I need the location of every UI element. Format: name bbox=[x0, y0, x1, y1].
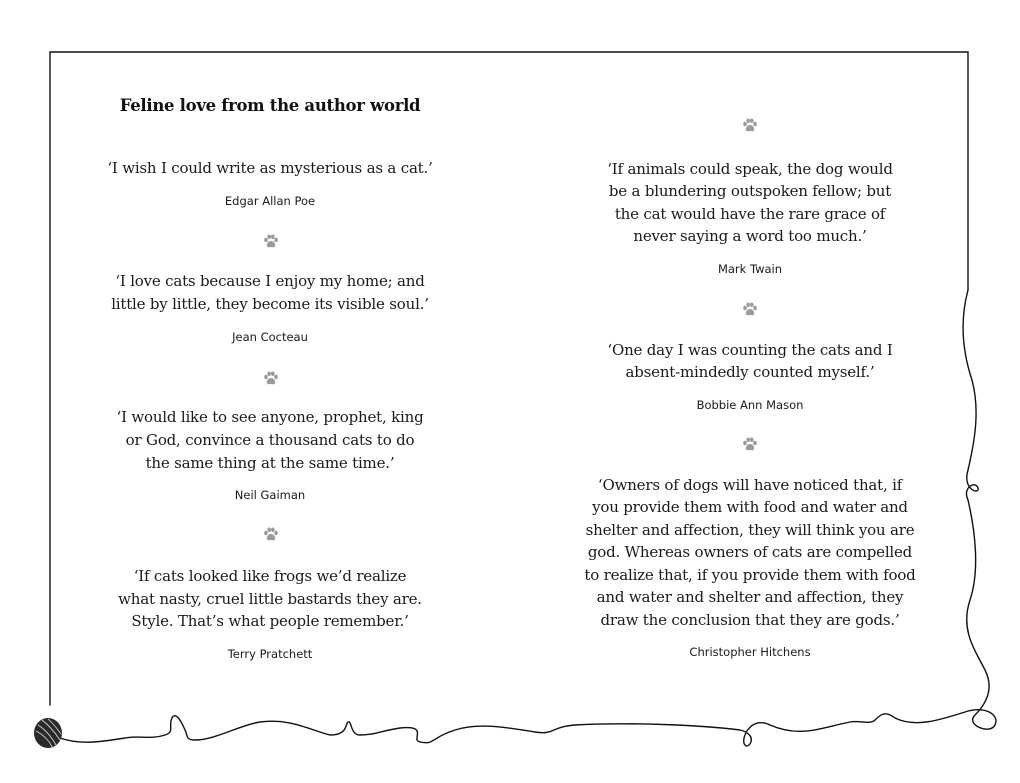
paw-icon bbox=[263, 371, 279, 386]
quote-line: the cat would have the rare grace of bbox=[614, 205, 886, 223]
quote-line: and water and shelter and affection, they bbox=[596, 588, 904, 606]
paw-icon bbox=[263, 527, 279, 542]
quote-author: Edgar Allan Poe bbox=[224, 194, 316, 208]
quote-author: Terry Pratchett bbox=[227, 647, 313, 661]
quote-line: you provide them with food and water and bbox=[592, 498, 908, 516]
quote-line: never saying a word too much.’ bbox=[633, 227, 867, 245]
paw-icon bbox=[742, 437, 758, 452]
quote-line: to realize that, if you provide them with food bbox=[584, 566, 916, 584]
paw-icon bbox=[263, 234, 279, 249]
quote-line: absent-mindedly counted myself.’ bbox=[625, 363, 875, 381]
quote-author: Jean Cocteau bbox=[232, 330, 308, 344]
quote-line: or God, convince a thousand cats to do bbox=[125, 431, 415, 449]
quote-line: ‘I would like to see anyone, prophet, king bbox=[116, 408, 424, 426]
quote-line: little by little, they become its visible soul.’ bbox=[111, 295, 429, 313]
quote-author: Mark Twain bbox=[717, 262, 783, 276]
quote-line: draw the conclusion that they are gods.’ bbox=[600, 611, 900, 629]
quote-line: be a blundering outspoken fellow; but bbox=[608, 182, 892, 200]
quote-line: ‘I wish I could write as mysterious as a cat.’ bbox=[107, 159, 433, 177]
quote-line: Style. That’s what people remember.’ bbox=[131, 612, 409, 630]
quote-line: ‘If cats looked like frogs we’d realize bbox=[133, 567, 407, 585]
page-title: Feline love from the author world bbox=[119, 96, 421, 115]
quote-author: Christopher Hitchens bbox=[689, 645, 811, 659]
quote-author: Neil Gaiman bbox=[234, 488, 306, 502]
quote-line: ‘One day I was counting the cats and I bbox=[607, 341, 893, 359]
quote-line: ‘Owners of dogs will have noticed that, if bbox=[597, 476, 903, 494]
quote-author: Bobbie Ann Mason bbox=[696, 398, 804, 412]
paw-icon bbox=[742, 118, 758, 133]
paw-icon bbox=[742, 302, 758, 317]
quote-line: ‘I love cats because I enjoy my home; and bbox=[115, 272, 425, 290]
quote-line: ‘If animals could speak, the dog would bbox=[607, 160, 893, 178]
quote-line: the same thing at the same time.’ bbox=[145, 454, 395, 472]
yarn-ball-icon bbox=[34, 718, 62, 748]
quote-line: god. Whereas owners of cats are compelled bbox=[587, 543, 913, 561]
quote-line: what nasty, cruel little bastards they are. bbox=[118, 590, 422, 608]
quote-line: shelter and affection, they will think you are bbox=[585, 521, 915, 539]
